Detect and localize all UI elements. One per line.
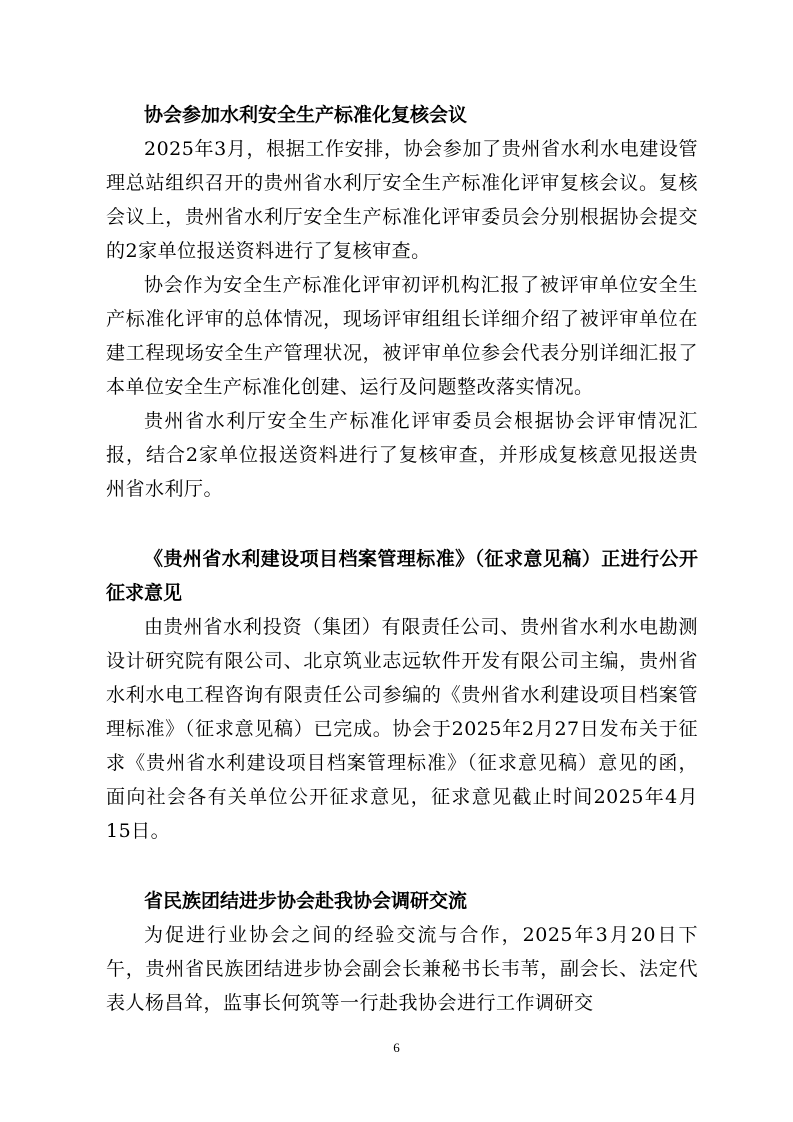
- page-number: 6: [393, 1040, 400, 1055]
- news-section-safety-review: [106, 98, 698, 506]
- paragraph: 贵州省水利厅安全生产标准化评审委员会根据协会评审情况汇报，结合2家单位报送资料进行了复核审查，并形成复核意见报送贵州省水利厅。: [106, 410, 698, 500]
- news-section-archive-standard: [106, 542, 698, 848]
- section-title: 协会参加水利安全生产标准化复核会议: [144, 104, 468, 126]
- news-section-ethnic-association-visit: [106, 884, 698, 1020]
- section-title: 省民族团结进步协会赴我协会调研交流: [144, 890, 468, 912]
- paragraph: 2025年3月，根据工作安排，协会参加了贵州省水利水电建设管理总站组织召开的贵州省水利厅安全生产标准化评审复核会议。复核会议上，贵州省水利厅安全生产标准化评审委员会分别根据协会提交的2家单位报送资料进行了复核审查。: [106, 138, 698, 262]
- section-title: 《贵州省水利建设项目档案管理标准》（征求意见稿）正进行公开征求意见: [106, 548, 698, 604]
- page-content: [106, 98, 698, 1020]
- paragraph: 协会作为安全生产标准化评审初评机构汇报了被评审单位安全生产标准化评审的总体情况，现场评审组组长详细介绍了被评审单位在建工程现场安全生产管理状况，被评审单位参会代表分别详细汇报了本单位安全生产标准化创建、运行及问题整改落实情况。: [106, 274, 698, 398]
- paragraph: 为促进行业协会之间的经验交流与合作，2025年3月20日下午，贵州省民族团结进步协会副会长兼秘书长韦苇，副会长、法定代表人杨昌耸，监事长何筑等一行赴我协会进行工作调研交: [106, 924, 698, 1014]
- paragraph: 由贵州省水利投资（集团）有限责任公司、贵州省水利水电勘测设计研究院有限公司、北京筑业志远软件开发有限公司主编，贵州省水利水电工程咨询有限责任公司参编的《贵州省水利建设项目档案管理标准》（征求意见稿）已完成。协会于2025年2月27日发布关于征求《贵州省水利建设项目档案管理标准》（征求意见稿）意见的函，面向社会各有关单位公开征求意见，征求意见截止时间2025年4月15日。: [106, 616, 698, 842]
